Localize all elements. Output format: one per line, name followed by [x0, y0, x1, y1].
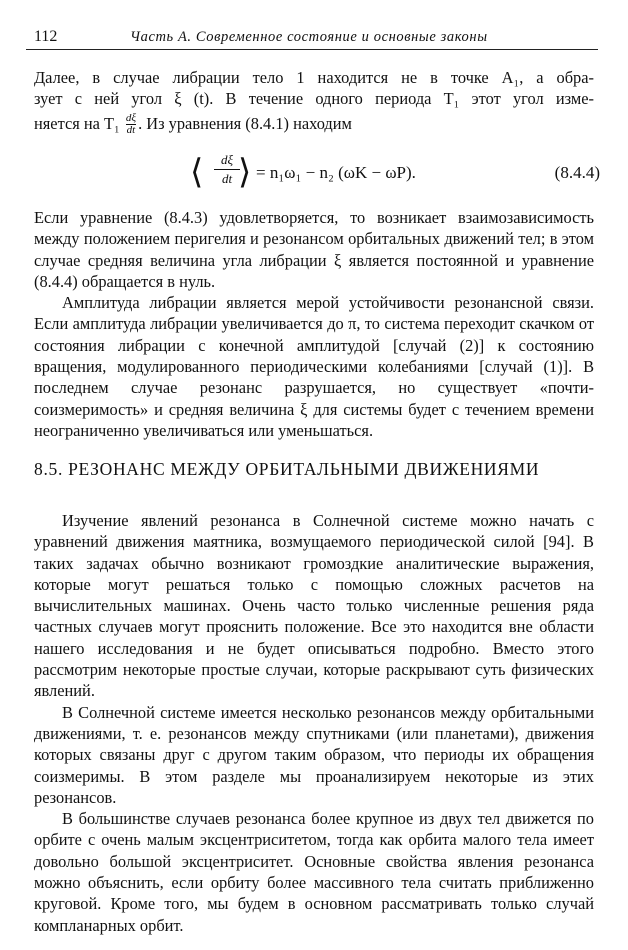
intro-line-3	[34, 113, 594, 137]
paragraph-2: Амплитуда либрации является мерой устойчивости резонансной связи. Если амплитуда либрации увеличивается до π, то система переходит скачком от состояния либрации с конечной амплитудой [случай (2)] к состоянию вращения, модулированного периодическими колебаниями [случай (1)]. В последнем случае резонанс разрушается, но существует «почти-соизмеримость» и средняя величина ξ для системы будет с течением времени неограниченно увеличиваться или уменьшаться.	[34, 293, 594, 440]
intro-line-3-start: няется на T₁	[34, 113, 120, 133]
equation-fraction-den: dt	[221, 171, 233, 186]
equation-8-4-4	[190, 150, 600, 196]
intro-line-1: Далее, в случае либрации тело 1 находится не в точке A₁, а обра-	[34, 68, 594, 87]
equation-rhs: = n₁ω₁ − n₂ (ωK − ωP).	[256, 163, 416, 182]
body-block-1	[34, 207, 594, 441]
equation-fraction-bar	[214, 169, 240, 170]
inline-fraction-den: dt	[126, 124, 136, 137]
paragraph-4: В Солнечной системе имеется несколько резонансов между орбитальными движениями, т. е. резонансов между спутниками (или планетами), движения которых связаны друг с другом таким образом, что периоды их обращения соизмеримы. В этом разделе мы проанализируем некоторые из этих резонансов.	[34, 702, 594, 807]
equation-fraction	[214, 152, 240, 187]
paragraph-3: Изучение явлений резонанса в Солнечной системе можно начать с уравнений движения маятника, возмущаемого периодической силой [94]. В таких задачах обычно возникают громоздкие аналитические выражения, которые могут решаться только с помощью сложных расчетов на вычислительных машинах. Очень часто только численные решения ряда частных случаев могут прояснить положение. Все это находится вне области нашего исследования и не будет описываться подробно. Вместо этого рассмотрим некоторые простые случаи, которые раскрывают суть физических явлений.	[34, 511, 594, 701]
left-angle-bracket: ⟨	[190, 154, 204, 191]
paragraph-1: Если уравнение (8.4.3) удовлетворяется, то возникает взаимозависимость между положением перигелия и резонансом орбитальных движений тел; в этом случае средняя величина угла либрации ξ является постоянной и уравнение (8.4.4) обращается в нуль.	[34, 208, 594, 291]
right-angle-bracket: ⟩	[238, 154, 252, 191]
paragraph-5: В большинстве случаев резонанса более крупное из двух тел движется по орбите с очень малым эксцентриситетом, тогда как орбита малого тела имеет довольно большой эксцентриситет. Основные свойства явления резонанса можно объяснить, если орбиту более массивного тела считать приближенно круговой. Кроме того, мы будем в основном рассматривать только случай компланарных орбит.	[34, 809, 594, 935]
page-number: 112	[34, 28, 58, 45]
equation-number: (8.4.4)	[554, 163, 600, 182]
intro-line-3-end: . Из уравнения (8.4.1) находим	[138, 113, 352, 133]
intro-text	[34, 67, 594, 136]
section-title: 8.5. РЕЗОНАНС МЕЖДУ ОРБИТАЛЬНЫМИ ДВИЖЕНИЯМИ	[34, 459, 540, 479]
page-header	[26, 28, 598, 50]
intro-line-2: зует с ней угол ξ (t). В течение одного периода T₁ этот угол изме-	[34, 89, 594, 109]
running-title: Часть А. Современное состояние и основные законы	[130, 29, 488, 45]
inline-fraction	[126, 113, 136, 136]
inline-fraction-num: dξ	[125, 112, 137, 125]
header-rule	[26, 49, 598, 50]
equation-fraction-num: dξ	[220, 152, 234, 167]
body-block-2	[34, 510, 594, 936]
